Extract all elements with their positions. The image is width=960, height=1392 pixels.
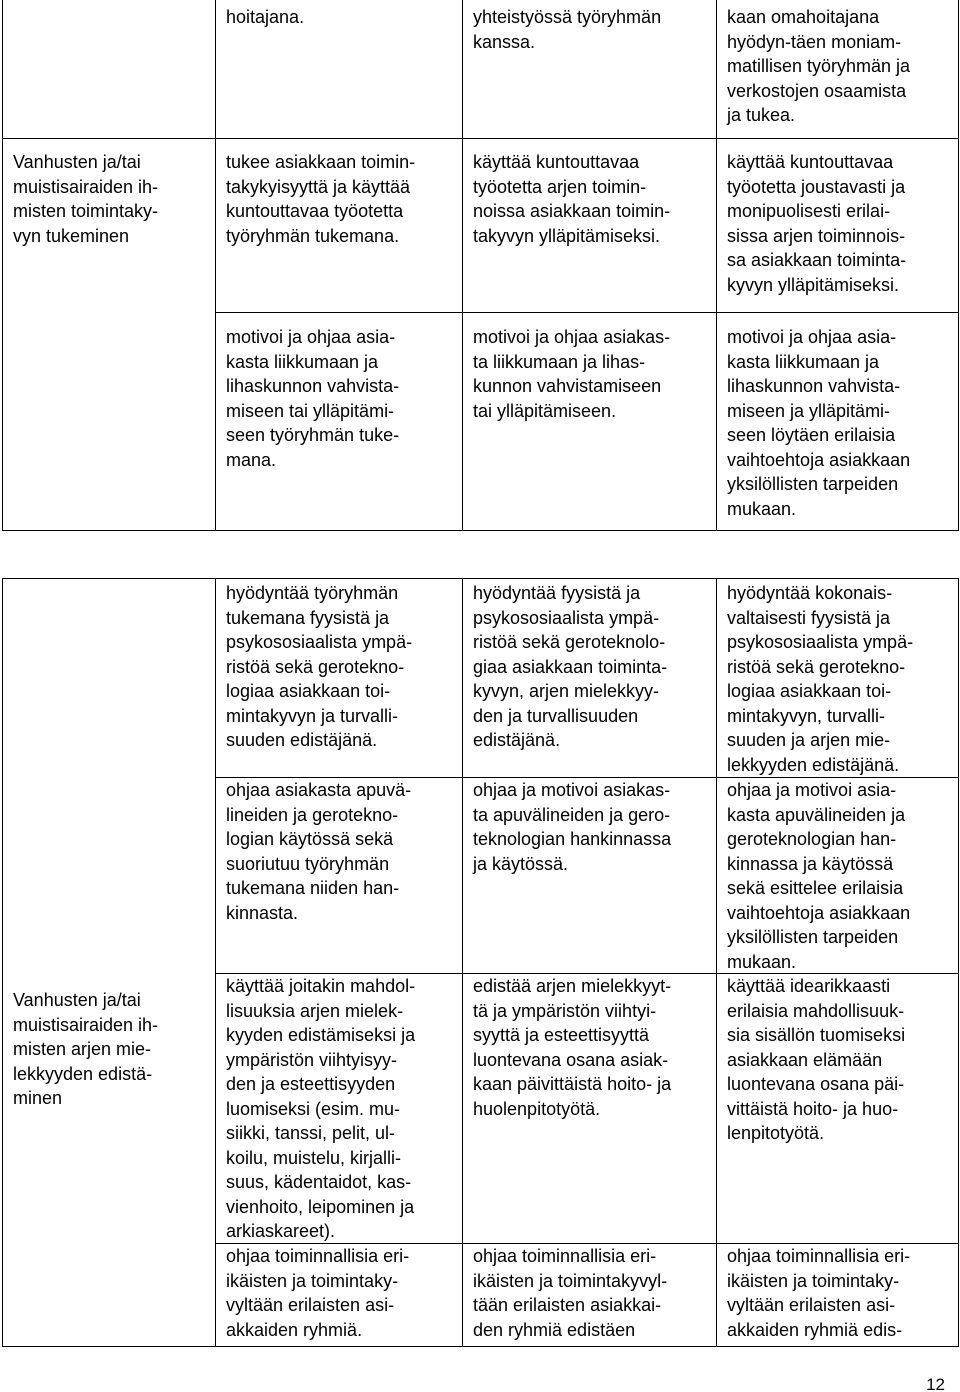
criteria-text: käyttää idearikkaasti erilaisia mahdollisuuk- sia sisällön tuomiseksi asiakkaan elämään luontevana osana päi- vittäistä hoito- ja huo- lenpitotyötä. <box>727 976 906 1143</box>
criteria-text: käyttää kuntouttavaa työotetta arjen toimin- noissa asiakkaan toimin- takyvyn ylläpitämiseksi. <box>473 152 671 246</box>
criteria-text: tukee asiakkaan toimin- takykyisyyttä ja käyttää kuntouttavaa työotetta työryhmän tukemana. <box>226 152 416 246</box>
criteria-text: motivoi ja ohjaa asia- kasta liikkumaan ja lihaskunnon vahvista- miseen tai ylläpitämi- seen työryhmän tuke- mana. <box>226 327 400 470</box>
criteria-text: ohjaa toiminnallisia eri- ikäisten ja toimintaky- vyltään erilaisten asi- akkaiden ryhmiä. <box>226 1246 410 1340</box>
criteria-text: ohjaa toiminnallisia eri- ikäisten ja toimintakyvyl- tään erilaisten asiakkai- den ryhmiä edistäen <box>473 1246 668 1340</box>
criteria-cell <box>215 138 463 313</box>
criteria-text: käyttää kuntouttavaa työotetta joustavasti ja monipuolisesti erilai- sissa arjen toiminnois- sa asiakkaan toiminta- kyvyn ylläpitämiseksi. <box>727 152 907 295</box>
criteria-cell <box>462 1243 717 1347</box>
criteria-text: ohjaa ja motivoi asiakas- ta apuvälineiden ja gero- teknologian hankinnassa ja käytössä. <box>473 780 672 874</box>
criteria-cell <box>462 578 717 778</box>
criterion-cell <box>2 578 216 1347</box>
criteria-text: motivoi ja ohjaa asia- kasta liikkumaan ja lihaskunnon vahvista- miseen ja ylläpitämi- seen löytäen erilaisia vaihtoehtoja asiakkaan yksilöllisten tarpeiden mukaan. <box>727 327 911 519</box>
criterion-cell-empty <box>2 0 216 139</box>
criteria-cell <box>215 578 463 778</box>
criterion-label: Vanhusten ja/tai muistisairaiden ih- misten arjen mie- lekkyyden edistä- minen <box>13 990 159 1108</box>
criterion-label: Vanhusten ja/tai muistisairaiden ih- misten toimintaky- vyn tukeminen <box>13 152 159 246</box>
criteria-cell <box>215 1243 463 1347</box>
criteria-cell <box>716 973 959 1244</box>
criteria-text: ohjaa toiminnallisia eri- ikäisten ja toimintaky- vyltään erilaisten asi- akkaiden ryhmiä edis- <box>727 1246 911 1340</box>
criteria-text: hyödyntää kokonais- valtaisesti fyysistä ja psykososiaalista ympä- ristöä sekä gerotekno- logiaa asiakkaan toi- mintakyvyn, turvalli- suuden ja arjen mie- lekkyyden edistäjänä. <box>727 583 914 775</box>
criteria-cell <box>716 777 959 974</box>
criteria-text: yhteistyössä työryhmän kanssa. <box>473 7 662 52</box>
criteria-cell <box>215 0 463 139</box>
criteria-text: ohjaa ja motivoi asia- kasta apuvälineiden ja geroteknologian han- kinnassa ja käytössä sekä esittelee erilaisia vaihtoehtoja asiakkaan yksilöllisten tarpeiden mukaan. <box>727 780 911 972</box>
criteria-text: motivoi ja ohjaa asiakas- ta liikkumaan ja lihas- kunnon vahvistamiseen tai ylläpitämiseen. <box>473 327 671 421</box>
criteria-text: käyttää joitakin mahdol- lisuuksia arjen mielek- kyyden edistämiseksi ja ympäristön viihtyisyy- den ja esteettisyyden luomiseksi (esim. mu- siikki, tanssi, pelit, ul- koilu, muistelu, kirjalli- suus, kädentaidot, kas- vienhoito, leipominen ja arkiaskareet). <box>226 976 416 1241</box>
criteria-cell <box>462 973 717 1244</box>
criteria-cell <box>716 1243 959 1347</box>
criteria-cell <box>716 312 959 531</box>
criteria-cell <box>462 312 717 531</box>
page-number: 12 <box>926 1375 945 1392</box>
criteria-text: ohjaa asiakasta apuvä- lineiden ja gerotekno- logian käytössä sekä suoriutuu työryhmän tukemana niiden han- kinnasta. <box>226 780 412 923</box>
criteria-text: kaan omahoitajana hyödyn-täen moniam- matillisen työryhmän ja verkostojen osaamista ja tukea. <box>727 7 911 125</box>
criteria-cell <box>462 777 717 974</box>
criteria-text: hyödyntää fyysistä ja psykososiaalista ympä- ristöä sekä geroteknolo- giaa asiakkaan toiminta- kyvyn, arjen mielekkyy- den ja turvallisuuden edistäjänä. <box>473 583 668 750</box>
criteria-cell <box>716 138 959 313</box>
criteria-text: hoitajana. <box>226 7 305 27</box>
criteria-text: edistää arjen mielekkyyt- tä ja ympäristön viihtyi- syyttä ja esteettisyyttä luontevana osana asiak- kaan päivittäistä hoito- ja huolenpitotyötä. <box>473 976 672 1119</box>
criteria-cell <box>716 578 959 778</box>
criteria-cell <box>215 777 463 974</box>
criteria-text: hyödyntää työryhmän tukemana fyysistä ja psykososiaalista ympä- ristöä sekä gerotekno- logiaa asiakkaan toi- mintakyvyn ja turvalli- suuden edistäjänä. <box>226 583 413 750</box>
criteria-cell <box>215 312 463 531</box>
criteria-cell <box>462 138 717 313</box>
criteria-cell <box>716 0 959 139</box>
criterion-cell <box>2 138 216 531</box>
criteria-cell <box>462 0 717 139</box>
criteria-cell <box>215 973 463 1244</box>
